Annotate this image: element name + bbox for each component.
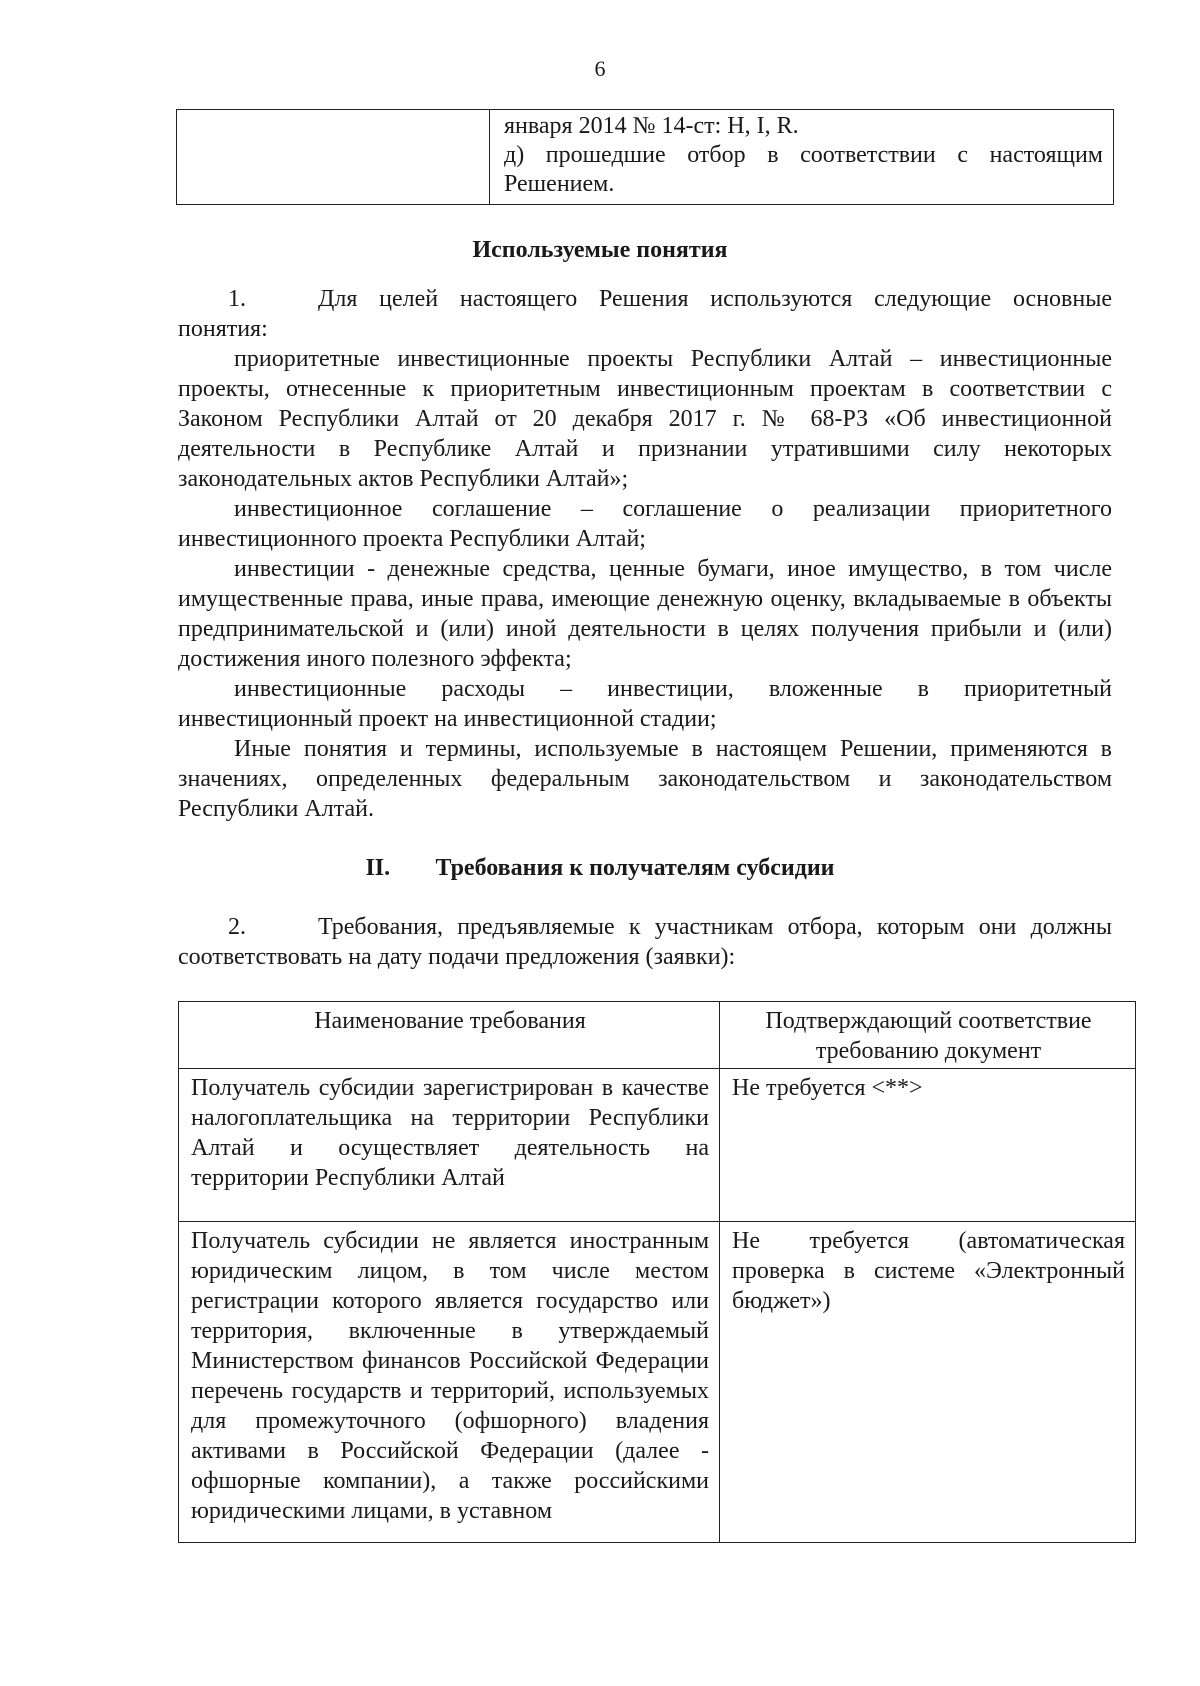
definition-investments: инвестиции - денежные средства, ценные бумаги, иное имущество, в том числе имущественные права, иные права, имеющие денежную оценку, вкладываемые в объекты предпринимательской и (или) иной деятельности в целях получения прибыли и (или) достижения иного полезного эффекта; xyxy=(178,556,1112,672)
continuation-right-cell xyxy=(490,110,1114,205)
section-title-text: Требования к получателям субсидии xyxy=(435,855,835,881)
requirement-cell: Получатель субсидии не является иностранным юридическим лицом, в том числе местом регистрации которого является государство или территория, включенные в утверждаемый Министерством финансов Российской Федерации перечень государств и территорий, используемых для промежуточного (офшорного) владения активами в Российской Федерации (далее - офшорные компании), а также российскими юридическими лицами, в уставном xyxy=(179,1222,720,1543)
continuation-line: д) прошедшие отбор в соответствии с настоящим xyxy=(504,142,1103,168)
paragraph-text: Для целей настоящего Решения используются следующие основные понятия: xyxy=(178,286,1112,342)
paragraph-1 xyxy=(178,284,1112,344)
definition-other-terms: Иные понятия и термины, используемые в настоящем Решении, применяются в значениях, определенных федеральным законодательством и законодательством Республики Алтай. xyxy=(178,736,1112,822)
paragraph-2 xyxy=(178,912,1112,972)
continuation-line: января 2014 № 14-ст: H, I, R. xyxy=(504,113,799,139)
definition-investment-agreement: инвестиционное соглашение – соглашение о реализации приоритетного инвестиционного проекта Республики Алтай; xyxy=(178,496,1112,552)
requirements-table-header xyxy=(179,1002,1136,1069)
continuation-table xyxy=(176,109,1114,205)
definition-investment-expenses: инвестиционные расходы – инвестиции, вложенные в приоритетный инвестиционный проект на инвестиционной стадии; xyxy=(178,676,1112,732)
continuation-table-row xyxy=(177,110,1114,205)
table-row xyxy=(179,1222,1136,1543)
paragraph-number: 1. xyxy=(228,286,246,312)
paragraph-text: Требования, предъявляемые к участникам отбора, которым они должны соответствовать на дату подачи предложения (заявки): xyxy=(178,914,1112,970)
section-title-terms: Используемые понятия xyxy=(472,237,728,263)
paragraph-number: 2. xyxy=(228,914,246,940)
document-cell: Не требуется (автоматическая проверка в системе «Электронный бюджет») xyxy=(720,1222,1136,1543)
continuation-line: Решением. xyxy=(504,171,615,197)
page-number: 6 xyxy=(594,56,606,81)
section-number: II. xyxy=(365,855,391,881)
document-cell: Не требуется <**> xyxy=(720,1069,1136,1222)
requirements-section-body xyxy=(178,912,1112,972)
requirements-table xyxy=(178,1001,1136,1543)
table-row xyxy=(179,1069,1136,1222)
continuation-left-cell xyxy=(177,110,490,205)
section-title-requirements xyxy=(0,853,1200,883)
header-confirming-document: Подтверждающий соответствие требованию документ xyxy=(720,1002,1136,1069)
terms-section-body xyxy=(178,284,1112,824)
definition-priority-projects: приоритетные инвестиционные проекты Республики Алтай – инвестиционные проекты, отнесенные к приоритетным инвестиционным проектам в соответствии с Законом Республики Алтай от 20 декабря 2017 г. № 68-РЗ «Об инвестиционной деятельности в Республике Алтай и признании утратившими силу некоторых законодательных актов Республики Алтай»; xyxy=(178,346,1112,492)
header-requirement-name: Наименование требования xyxy=(179,1002,720,1069)
requirement-cell: Получатель субсидии зарегистрирован в качестве налогоплательщика на территории Республики Алтай и осуществляет деятельность на территории Республики Алтай xyxy=(179,1069,720,1222)
